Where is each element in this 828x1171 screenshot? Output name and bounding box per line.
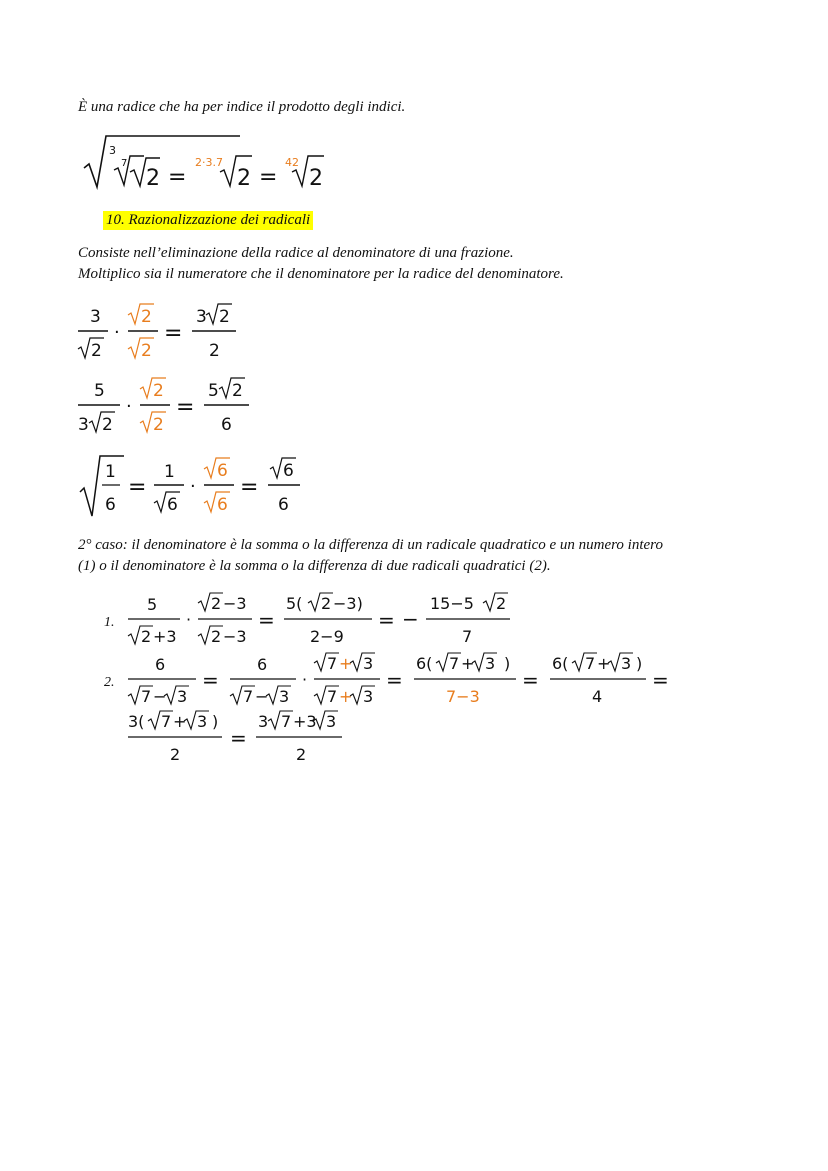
svg-text:): ) (212, 712, 219, 731)
svg-text:+: + (597, 654, 611, 673)
svg-text:15−5: 15−5 (430, 594, 474, 613)
svg-text:7: 7 (161, 712, 172, 731)
nested-root-equation (80, 132, 370, 194)
svg-text:3: 3 (279, 687, 290, 706)
svg-text:+3: +3 (293, 712, 317, 731)
svg-text:5: 5 (147, 595, 158, 614)
svg-text:2: 2 (211, 627, 222, 646)
svg-text:2: 2 (141, 307, 152, 327)
svg-text:6: 6 (217, 495, 228, 515)
svg-text:·: · (126, 396, 132, 417)
svg-text:−: − (255, 687, 269, 706)
svg-text:=: = (652, 668, 669, 692)
svg-text:2: 2 (141, 341, 152, 361)
svg-text:−3: −3 (223, 594, 247, 613)
svg-text:+: + (339, 687, 353, 706)
product-radicand: 2 (237, 166, 251, 191)
svg-text:2: 2 (232, 381, 243, 401)
svg-text:7: 7 (462, 627, 473, 646)
svg-text:6: 6 (221, 415, 232, 435)
svg-text:1: 1 (105, 462, 116, 482)
svg-text:7: 7 (449, 654, 460, 673)
svg-text:6: 6 (105, 495, 116, 515)
svg-text:=: = (386, 668, 403, 692)
svg-text:2: 2 (91, 341, 102, 361)
svg-text:=: = (258, 608, 275, 632)
nested-radicand: 2 (146, 166, 160, 191)
svg-text:2: 2 (321, 594, 332, 613)
svg-text:7: 7 (327, 687, 338, 706)
svg-text:7: 7 (327, 654, 338, 673)
svg-text:1.: 1. (104, 615, 115, 630)
svg-text:3: 3 (363, 687, 374, 706)
svg-text:3: 3 (363, 654, 374, 673)
svg-text:2: 2 (296, 745, 307, 764)
svg-text:=: = (176, 395, 195, 420)
svg-text:): ) (636, 654, 643, 673)
product-index: 2·3.7 (195, 156, 223, 169)
svg-text:7: 7 (141, 687, 152, 706)
equals-sign: = (259, 165, 278, 190)
svg-text:): ) (504, 654, 511, 673)
svg-text:·: · (190, 476, 196, 497)
svg-text:2: 2 (141, 627, 152, 646)
svg-text:3: 3 (197, 712, 208, 731)
svg-text:+: + (461, 654, 475, 673)
svg-text:2: 2 (170, 745, 181, 764)
svg-text:5: 5 (94, 381, 105, 401)
svg-text:7: 7 (585, 654, 596, 673)
svg-text:3: 3 (326, 712, 337, 731)
svg-text:−: − (402, 607, 419, 631)
svg-text:2: 2 (153, 381, 164, 401)
svg-text:1: 1 (164, 462, 175, 482)
svg-text:7: 7 (281, 712, 292, 731)
svg-text:6: 6 (217, 461, 228, 481)
svg-text:=: = (164, 321, 183, 346)
example-b (78, 374, 268, 436)
svg-text:−: − (153, 687, 167, 706)
intro-text: È una radice che ha per indice il prodotto degli indici. (78, 99, 406, 115)
svg-text:=: = (378, 608, 395, 632)
item-2-equation (100, 650, 680, 708)
svg-text:4: 4 (592, 687, 603, 706)
svg-text:3: 3 (177, 687, 188, 706)
svg-text:3: 3 (78, 415, 89, 435)
inner-root-index: 7 (121, 158, 128, 169)
case2-text: 2° caso: il denominatore è la somma o la differenza di un radicale quadratico e un numero intero (78, 537, 663, 553)
item-2-continuation (128, 708, 368, 766)
svg-text:3: 3 (485, 654, 496, 673)
svg-text:2: 2 (219, 307, 230, 327)
final-index: 42 (285, 156, 299, 169)
svg-text:2: 2 (209, 341, 220, 361)
svg-text:6(: 6( (416, 654, 433, 673)
svg-text:3: 3 (621, 654, 632, 673)
description-line: Moltiplico sia il numeratore che il denominatore per la radice del denominatore. (78, 266, 564, 282)
svg-text:6: 6 (278, 495, 289, 515)
svg-text:2.: 2. (104, 675, 115, 690)
svg-text:5(: 5( (286, 594, 303, 613)
svg-text:3(: 3( (128, 712, 145, 731)
svg-text:2: 2 (496, 594, 507, 613)
svg-text:=: = (240, 475, 259, 500)
svg-text:·: · (186, 610, 192, 629)
svg-text:6: 6 (167, 495, 178, 515)
svg-text:+3: +3 (153, 627, 177, 646)
example-c (78, 452, 308, 522)
svg-text:5: 5 (208, 381, 219, 401)
outer-root-index: 3 (109, 144, 116, 157)
svg-text:2−9: 2−9 (310, 627, 344, 646)
svg-text:=: = (230, 726, 247, 750)
description-line: Consiste nell’eliminazione della radice al denominatore di una frazione. (78, 245, 514, 261)
svg-text:6: 6 (283, 461, 294, 481)
svg-text:2: 2 (102, 415, 113, 435)
svg-text:·: · (114, 322, 120, 343)
svg-text:2: 2 (211, 594, 222, 613)
svg-text:−3): −3) (333, 594, 363, 613)
svg-text:3: 3 (90, 307, 101, 327)
example-a (78, 300, 258, 362)
svg-text:=: = (522, 668, 539, 692)
svg-text:=: = (128, 475, 147, 500)
svg-text:6: 6 (257, 655, 268, 674)
section-title: 10. Razionalizzazione dei radicali (103, 211, 313, 230)
svg-text:3: 3 (196, 307, 207, 327)
svg-text:6: 6 (155, 655, 166, 674)
svg-text:−3: −3 (223, 627, 247, 646)
svg-text:2: 2 (153, 415, 164, 435)
svg-text:7: 7 (243, 687, 254, 706)
svg-text:7−3: 7−3 (446, 687, 480, 706)
svg-text:3: 3 (258, 712, 269, 731)
svg-text:+: + (339, 654, 353, 673)
svg-text:=: = (202, 668, 219, 692)
final-radicand: 2 (309, 166, 323, 191)
equals-sign: = (168, 165, 187, 190)
svg-text:·: · (302, 670, 308, 689)
svg-text:+: + (173, 712, 187, 731)
svg-text:6(: 6( (552, 654, 569, 673)
case2-text: (1) o il denominatore è la somma o la differenza di due radicali quadratici (2). (78, 558, 551, 574)
item-1-equation (100, 590, 520, 648)
